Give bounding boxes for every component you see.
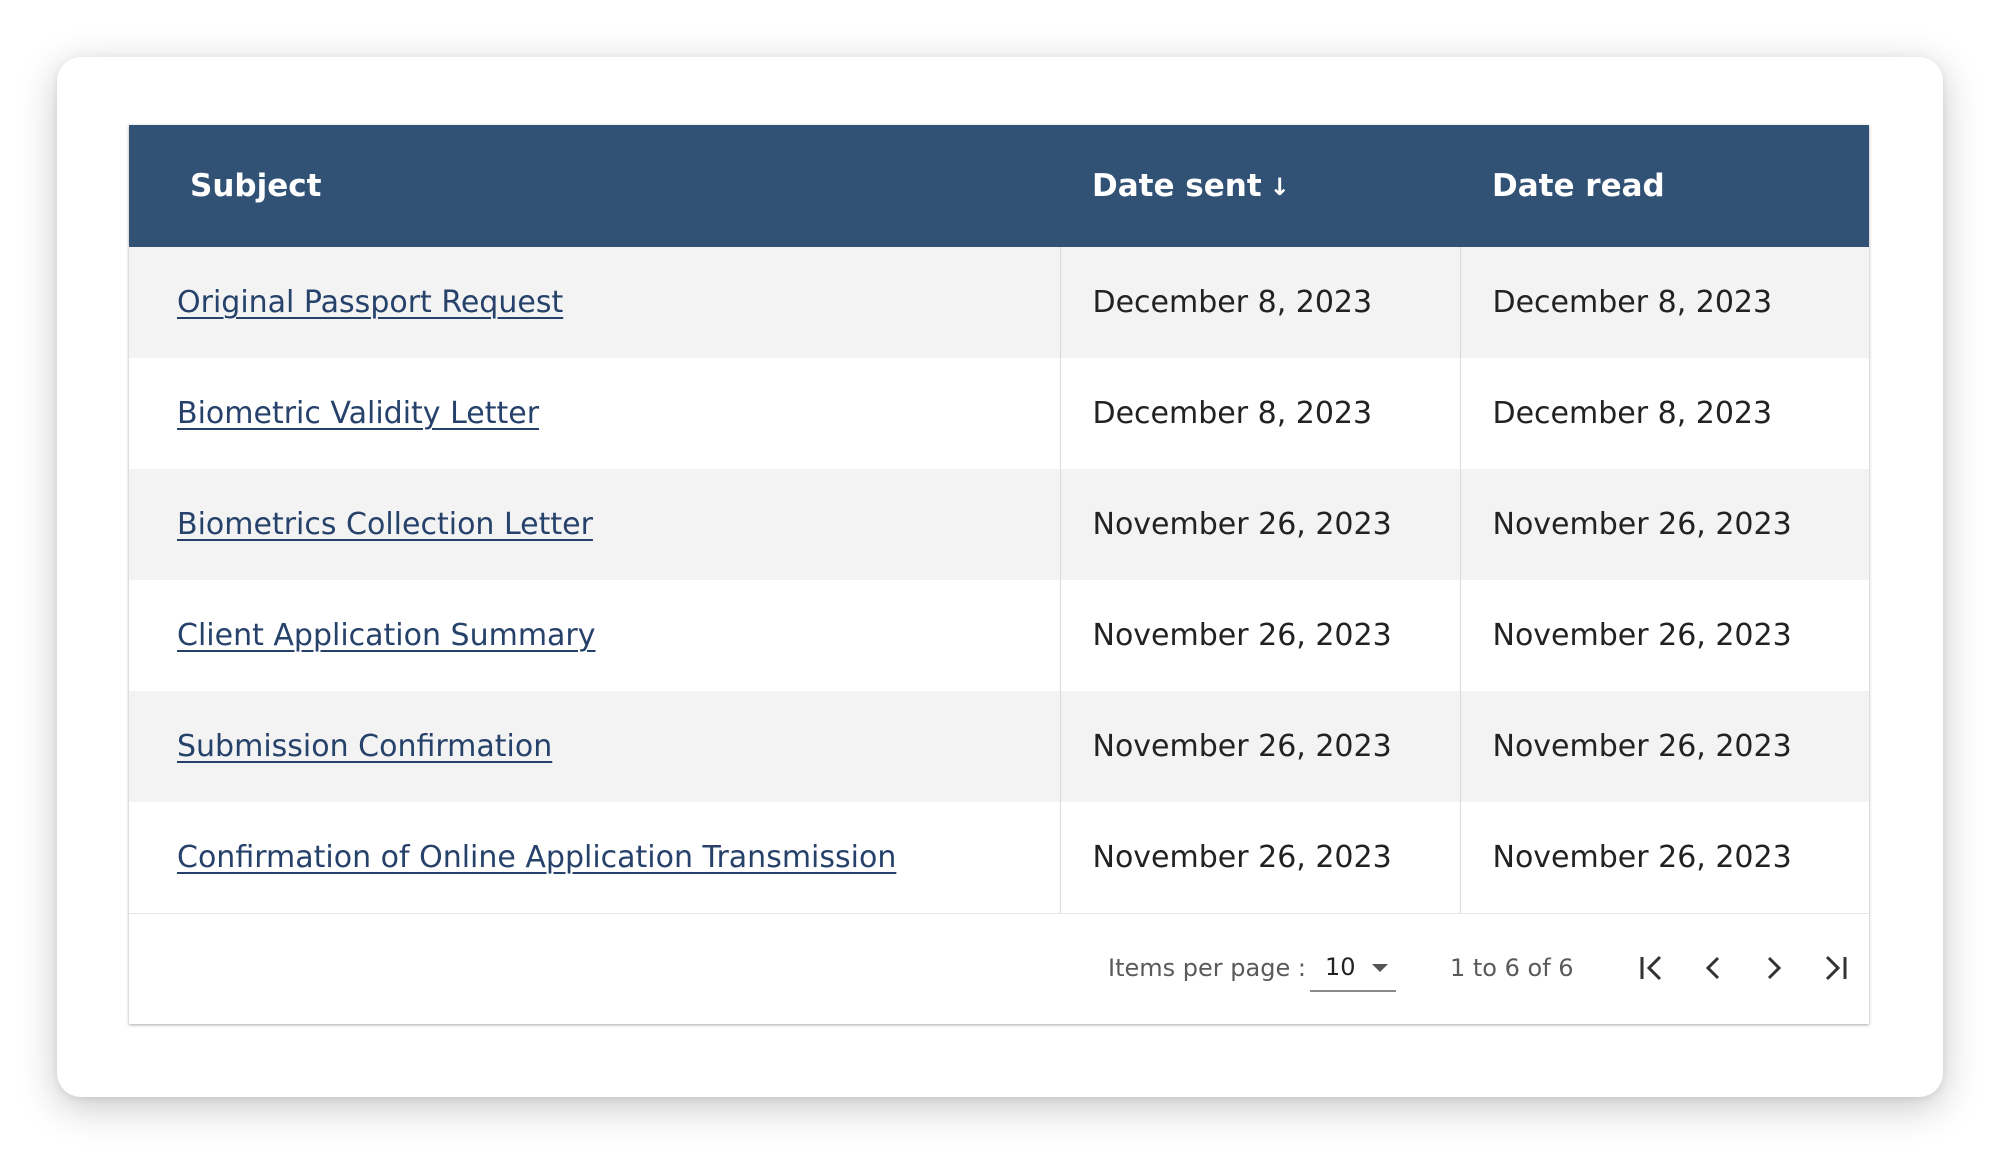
date-read-cell: November 26, 2023 bbox=[1492, 618, 1792, 653]
items-per-page-value: 10 bbox=[1325, 953, 1356, 981]
subject-link[interactable]: Client Application Summary bbox=[177, 618, 596, 653]
date-sent-cell: November 26, 2023 bbox=[1060, 802, 1460, 913]
subject-link[interactable]: Original Passport Request bbox=[177, 285, 564, 320]
subject-link[interactable]: Biometric Validity Letter bbox=[177, 396, 540, 431]
subject-cell bbox=[129, 358, 1060, 469]
date-read-cell: December 8, 2023 bbox=[1492, 396, 1773, 431]
messages-table-container bbox=[129, 125, 1869, 1024]
column-header-subject[interactable] bbox=[129, 125, 1060, 247]
previous-page-icon bbox=[1689, 944, 1737, 992]
date-sent-cell: December 8, 2023 bbox=[1060, 358, 1460, 469]
date-read-cell: November 26, 2023 bbox=[1492, 840, 1792, 875]
table-row bbox=[129, 580, 1869, 691]
table-row bbox=[129, 247, 1869, 358]
last-page-icon bbox=[1811, 944, 1859, 992]
table-row bbox=[129, 802, 1869, 913]
chevron-down-icon bbox=[1372, 964, 1388, 972]
page-range-label: 1 to 6 of 6 bbox=[1450, 954, 1574, 982]
column-header-date-read[interactable] bbox=[1460, 125, 1869, 247]
table-row bbox=[129, 469, 1869, 580]
items-per-page-label: Items per page : bbox=[1108, 954, 1306, 982]
subject-cell bbox=[129, 691, 1060, 802]
next-page-icon bbox=[1750, 944, 1798, 992]
table-row bbox=[129, 358, 1869, 469]
first-page-button[interactable] bbox=[1628, 944, 1676, 992]
date-read-cell: November 26, 2023 bbox=[1492, 729, 1792, 764]
column-header-date-sent[interactable] bbox=[1060, 125, 1460, 247]
column-header-label: Subject bbox=[190, 168, 322, 204]
next-page-button[interactable] bbox=[1750, 944, 1798, 992]
subject-cell bbox=[129, 469, 1060, 580]
items-per-page-select[interactable] bbox=[1310, 944, 1396, 992]
subject-link[interactable]: Submission Confirmation bbox=[177, 729, 553, 764]
table-header-row bbox=[129, 125, 1869, 247]
last-page-button[interactable] bbox=[1811, 944, 1859, 992]
subject-cell bbox=[129, 580, 1060, 691]
messages-table bbox=[129, 125, 1869, 913]
date-sent-cell: November 26, 2023 bbox=[1060, 691, 1460, 802]
sort-descending-icon: ↓ bbox=[1269, 173, 1290, 201]
first-page-icon bbox=[1628, 944, 1676, 992]
column-header-label: Date read bbox=[1492, 168, 1665, 204]
date-sent-cell: November 26, 2023 bbox=[1060, 469, 1460, 580]
date-read-cell: December 8, 2023 bbox=[1492, 285, 1773, 320]
date-sent-cell: November 26, 2023 bbox=[1060, 580, 1460, 691]
paginator bbox=[129, 913, 1869, 1025]
date-sent-cell: December 8, 2023 bbox=[1060, 247, 1460, 358]
previous-page-button[interactable] bbox=[1689, 944, 1737, 992]
subject-link[interactable]: Biometrics Collection Letter bbox=[177, 507, 593, 542]
date-read-cell: November 26, 2023 bbox=[1492, 507, 1792, 542]
column-header-label: Date sent bbox=[1092, 168, 1262, 204]
subject-cell bbox=[129, 802, 1060, 913]
subject-link[interactable]: Confirmation of Online Application Transmission bbox=[177, 840, 897, 875]
table-row bbox=[129, 691, 1869, 802]
subject-cell bbox=[129, 247, 1060, 358]
